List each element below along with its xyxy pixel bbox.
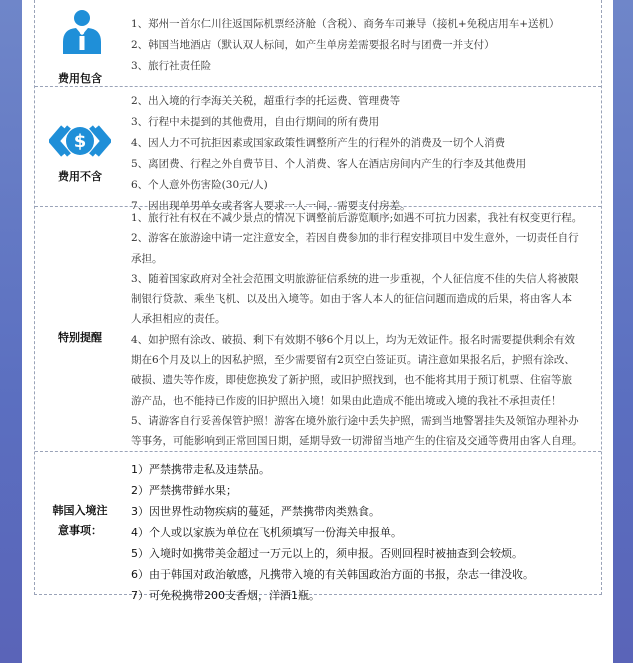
list-item: 3、行程中未提到的其他费用，自由行期间的所有费用 bbox=[131, 116, 380, 128]
list-item: 3、旅行社责任险 bbox=[131, 60, 212, 72]
list-item: 4、因人力不可抗拒因素或国家政策性调整所产生的行程外的消费及一切个人消费 bbox=[131, 137, 506, 149]
document-page bbox=[22, 0, 613, 663]
info-table bbox=[34, 0, 602, 602]
section-excluded bbox=[35, 86, 601, 212]
list-item: 3）因世界性动物疾病的蔓延，严禁携带肉类熟食。 bbox=[131, 505, 380, 518]
section-label: 费用包含 bbox=[58, 72, 102, 85]
list-item: 期在6个月及以上的因私护照，至少需要留有2页空白签证页。请注意如果报名后，护照有涂改、 bbox=[131, 354, 575, 367]
svg-text:$: $ bbox=[73, 131, 87, 152]
section-label: 韩国入境注 意事项： bbox=[52, 504, 108, 537]
list-item: 1、郑州一首尔仁川往返国际机票经济舱（含税）、商务车司兼导（接机+免税店用车+送机） bbox=[131, 18, 560, 30]
list-item: 5、请游客自行妥善保管护照！游客在境外旅行途中丢失护照，需到当地警署挂失及领馆办理补办 bbox=[131, 414, 579, 427]
list-item: 2）严禁携带鲜水果； bbox=[131, 484, 237, 497]
list-item: 7、因出现单男单女或者客人要求一人一间，需要支付房差。 bbox=[131, 200, 411, 212]
list-item: 2、出入境的行李海关关税，超重行李的托运费、管理费等 bbox=[131, 95, 401, 107]
section-entry-notice bbox=[35, 451, 601, 602]
list-item: 1、旅行社有权在不减少景点的情况下调整前后游览顺序;如遇不可抗力因素，我社有权变更行程。 bbox=[131, 212, 583, 224]
list-item: 5）入境时如携带美金超过一万元以上的，须申报。否则回程时被抽查到会较烦。 bbox=[131, 547, 523, 560]
section-label: 费用不含 bbox=[58, 170, 102, 183]
list-item: 2、游客在旅游途中请一定注意安全，若因自费参加的非行程安排项目中发生意外，一切责任自行 bbox=[131, 232, 579, 245]
list-item: 1）严禁携带走私及违禁品。 bbox=[131, 463, 270, 476]
list-item: 破损、遗失等作废，即使您换发了新护照，或旧护照找到，也不能将其用于预订机票、住宿等旅 bbox=[131, 374, 572, 387]
list-item: 6、个人意外伤害险(30元/人) bbox=[131, 179, 268, 191]
section-reminder bbox=[35, 206, 601, 452]
list-item: 人承担相应的责任。 bbox=[131, 313, 226, 326]
list-item: 制银行贷款、乘坐飞机、以及出入境等。如由于客人本人的征信问题而造成的后果，将由客人本 bbox=[131, 293, 572, 306]
person-info-icon bbox=[60, 8, 104, 56]
list-item: 7）可免税携带200支香烟，洋酒1瓶。 bbox=[131, 589, 320, 602]
list-item: 5、离团费、行程之外自费节目、个人消费、客人在酒店房间内产生的行李及其他费用 bbox=[131, 158, 527, 170]
section-label: 特别提醒 bbox=[58, 331, 102, 344]
list-item: 2、韩国当地酒店（默认双人标间，如产生单房差需要报名时与团费一并支付） bbox=[131, 39, 495, 51]
list-item: 游产品，也不能持已作废的旧护照出入境！如果由此造成不能出境或入境的我社不承担责任！ bbox=[131, 394, 562, 407]
section-included bbox=[35, 0, 601, 87]
list-item: 等事务，可能影响到正常回国日期，延期导致一切滞留当地产生的住宿及交通等费用由客人自理。 bbox=[131, 435, 583, 448]
list-item: 承担。 bbox=[131, 252, 163, 265]
list-item: 6）由于韩国对政治敏感，凡携带入境的有关韩国政治方面的书报，杂志一律没收。 bbox=[131, 568, 534, 581]
dollar-icon bbox=[49, 124, 111, 158]
list-item: 4）个人或以家族为单位在飞机须填写一份海关申报单。 bbox=[131, 526, 402, 539]
list-item: 4、如护照有涂改、破损、剩下有效期不够6个月以上，均为无效证件。报名时需要提供剩余有效 bbox=[131, 333, 575, 346]
list-item: 3、随着国家政府对全社会范围文明旅游征信系统的进一步重视，个人征信度不佳的失信人将被限 bbox=[131, 272, 579, 285]
